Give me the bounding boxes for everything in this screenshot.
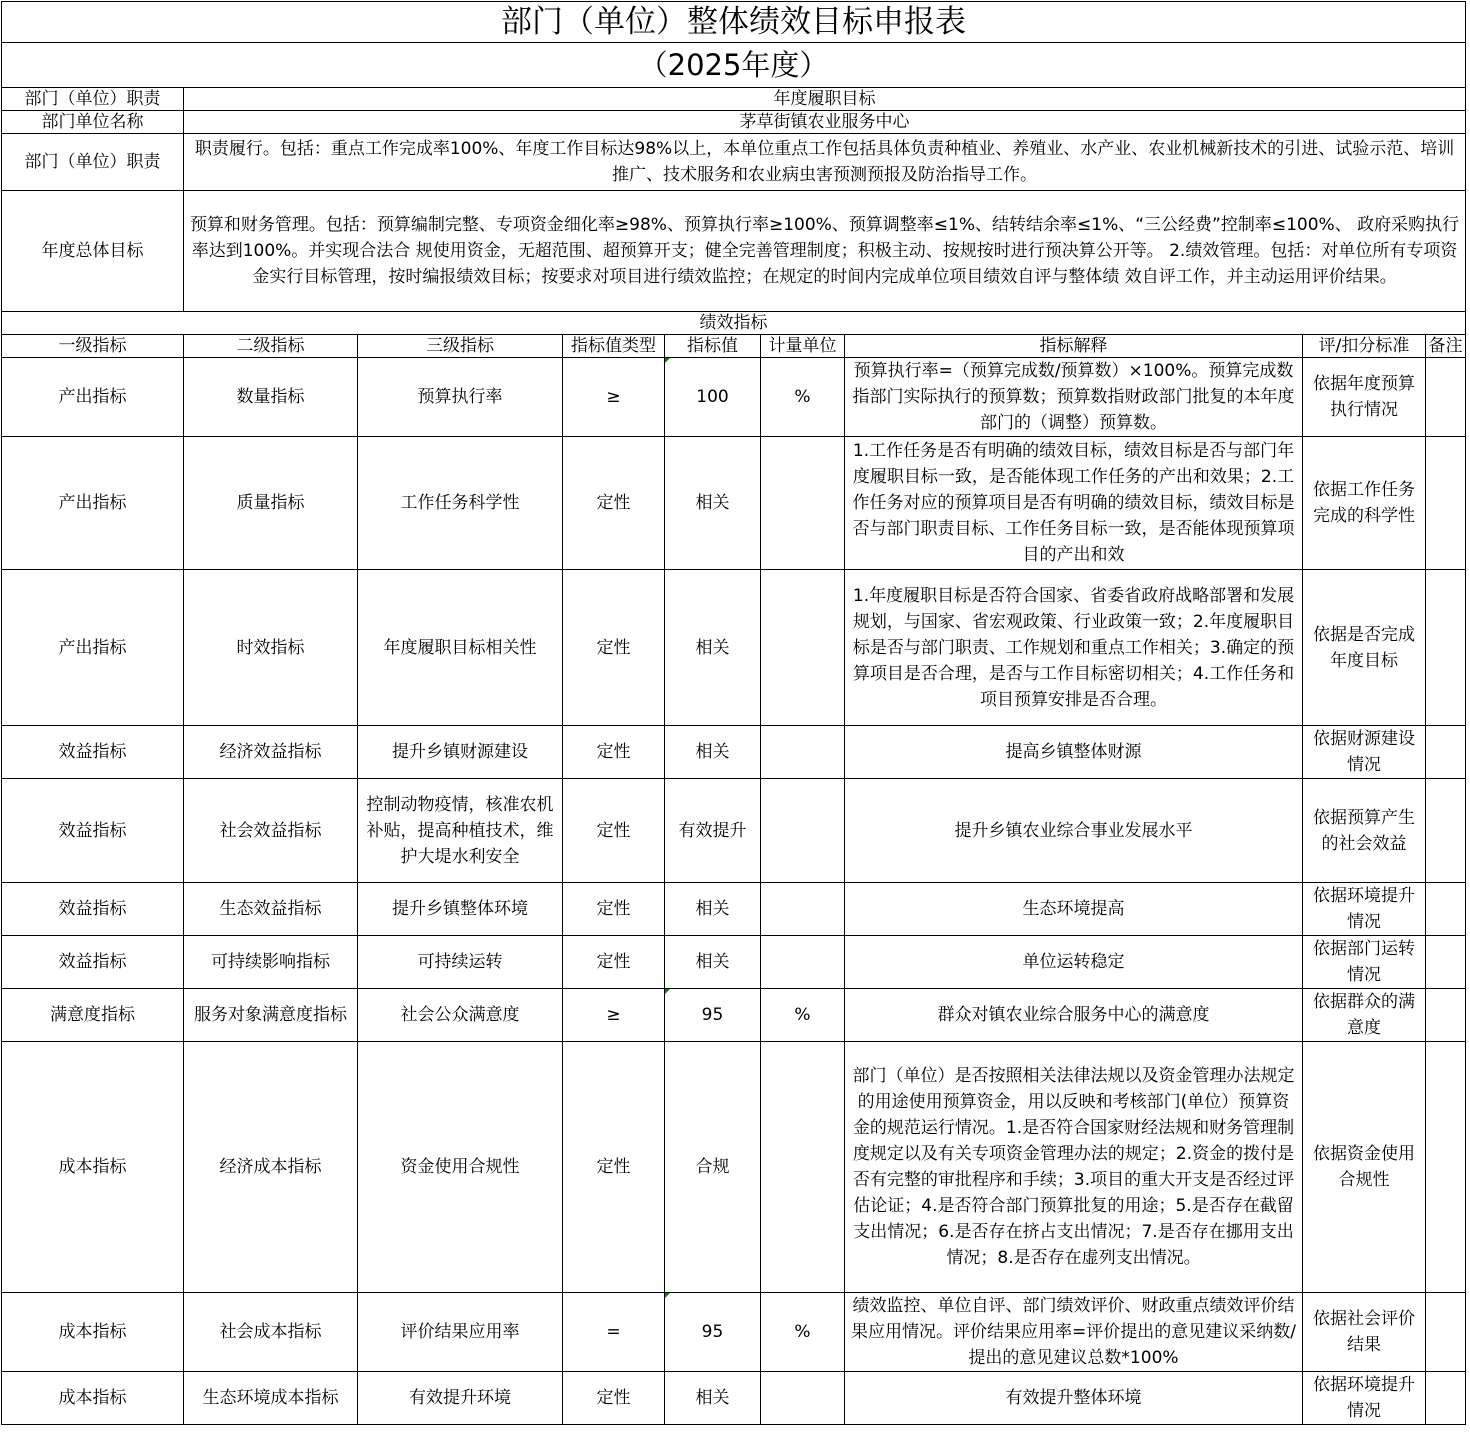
col-header-value: 指标值 (665, 335, 761, 358)
cell-explain: 提高乡镇整体财源 (845, 726, 1303, 779)
table-row (2, 358, 1466, 437)
cell-explain: 单位运转稳定 (845, 936, 1303, 989)
cell-score: 依据是否完成年度目标 (1303, 570, 1426, 726)
cell-l1: 效益指标 (2, 883, 184, 936)
cell-l2: 数量指标 (184, 358, 358, 437)
cell-unit (761, 570, 845, 726)
cell-type: 定性 (563, 936, 665, 989)
cell-score: 依据财源建设情况 (1303, 726, 1426, 779)
cell-explain: 提升乡镇农业综合事业发展水平 (845, 779, 1303, 883)
cell-l2: 经济效益指标 (184, 726, 358, 779)
cell-unit: % (761, 358, 845, 437)
col-header-explain: 指标解释 (845, 335, 1303, 358)
cell-explain: 群众对镇农业综合服务中心的满意度 (845, 989, 1303, 1042)
cell-score: 依据年度预算执行情况 (1303, 358, 1426, 437)
cell-type: ≥ (563, 358, 665, 437)
cell-note (1426, 1372, 1466, 1425)
annual-goal-header: 年度履职目标 (184, 88, 1466, 111)
table-row (2, 883, 1466, 936)
cell-note (1426, 437, 1466, 570)
cell-value: 有效提升 (665, 779, 761, 883)
table-row (2, 1042, 1466, 1293)
cell-explain: 生态环境提高 (845, 883, 1303, 936)
table-row (2, 726, 1466, 779)
cell-l1: 效益指标 (2, 726, 184, 779)
cell-note (1426, 779, 1466, 883)
col-header-score: 评/扣分标准 (1303, 335, 1426, 358)
cell-note (1426, 1293, 1466, 1372)
cell-explain: 部门（单位）是否按照相关法律法规以及资金管理办法规定的用途使用预算资金，用以反映和考核部门(单位）预算资金的规范运行情况。1.是否符合国家财经法规和财务管理制度规定以及有关专项资金管理办法的规定；2.资金的拨付是否有完整的审批程序和手续；3.项目的重大开支是否经过评估论证；4.是否符合部门预算批复的用途；5.是否存在截留支出情况；6.是否存在挤占支出情况；7.是否存在挪用支出情况；8.是否存在虚列支出情况。 (845, 1042, 1303, 1293)
perf-header: 绩效指标 (2, 312, 1466, 335)
table-row (2, 936, 1466, 989)
dept-name-value: 茅草街镇农业服务中心 (184, 111, 1466, 134)
overall-goal-label: 年度总体目标 (2, 191, 184, 312)
cell-unit (761, 779, 845, 883)
cell-value: 相关 (665, 726, 761, 779)
cell-type: 定性 (563, 883, 665, 936)
table-row (2, 570, 1466, 726)
cell-l1: 成本指标 (2, 1372, 184, 1425)
cell-value: 相关 (665, 570, 761, 726)
table-row (2, 989, 1466, 1042)
cell-value: 相关 (665, 936, 761, 989)
cell-score: 依据社会评价结果 (1303, 1293, 1426, 1372)
cell-l1: 成本指标 (2, 1293, 184, 1372)
cell-value: 相关 (665, 1372, 761, 1425)
cell-l2: 可持续影响指标 (184, 936, 358, 989)
cell-l1: 成本指标 (2, 1042, 184, 1293)
cell-unit: % (761, 989, 845, 1042)
cell-type: 定性 (563, 1042, 665, 1293)
cell-unit (761, 1372, 845, 1425)
cell-value: 95 (665, 989, 761, 1042)
cell-value: 95 (665, 1293, 761, 1372)
cell-l1: 满意度指标 (2, 989, 184, 1042)
cell-l2: 社会成本指标 (184, 1293, 358, 1372)
cell-l3: 提升乡镇整体环境 (358, 883, 563, 936)
cell-score: 依据环境提升情况 (1303, 883, 1426, 936)
duty-text: 职责履行。包括：重点工作完成率100%、年度工作目标达98%以上，本单位重点工作包括具体负责种植业、养殖业、水产业、农业机械新技术的引进、试验示范、培训推广、技术服务和农业病虫害预测预报及防治指导工作。 (184, 134, 1466, 191)
cell-unit: % (761, 1293, 845, 1372)
cell-l3: 年度履职目标相关性 (358, 570, 563, 726)
cell-l1: 效益指标 (2, 936, 184, 989)
cell-l3: 资金使用合规性 (358, 1042, 563, 1293)
cell-value: 相关 (665, 883, 761, 936)
cell-type: 定性 (563, 779, 665, 883)
cell-score: 依据部门运转情况 (1303, 936, 1426, 989)
cell-note (1426, 726, 1466, 779)
table-row (2, 437, 1466, 570)
cell-l3: 评价结果应用率 (358, 1293, 563, 1372)
cell-type: 定性 (563, 570, 665, 726)
cell-l2: 质量指标 (184, 437, 358, 570)
cell-explain: 1.工作任务是否有明确的绩效目标，绩效目标是否与部门年度履职目标一致，是否能体现工作任务的产出和效果；2.工作任务对应的预算项目是否有明确的绩效目标，绩效目标是否与部门职责目标、工作任务目标一致，是否能体现预算项目的产出和效 (845, 437, 1303, 570)
cell-l1: 产出指标 (2, 437, 184, 570)
cell-score: 依据群众的满意度 (1303, 989, 1426, 1042)
dept-name-label: 部门单位名称 (2, 111, 184, 134)
cell-note (1426, 1042, 1466, 1293)
col-header-unit: 计量单位 (761, 335, 845, 358)
cell-score: 依据环境提升情况 (1303, 1372, 1426, 1425)
cell-note (1426, 989, 1466, 1042)
cell-l1: 效益指标 (2, 779, 184, 883)
cell-l2: 经济成本指标 (184, 1042, 358, 1293)
table-row (2, 779, 1466, 883)
cell-l1: 产出指标 (2, 570, 184, 726)
cell-note (1426, 570, 1466, 726)
cell-l3: 社会公众满意度 (358, 989, 563, 1042)
cell-l2: 生态效益指标 (184, 883, 358, 936)
cell-l2: 社会效益指标 (184, 779, 358, 883)
cell-l3: 预算执行率 (358, 358, 563, 437)
cell-score: 依据预算产生的社会效益 (1303, 779, 1426, 883)
cell-unit (761, 437, 845, 570)
cell-unit (761, 726, 845, 779)
cell-explain: 1.年度履职目标是否符合国家、省委省政府战略部署和发展规划，与国家、省宏观政策、行业政策一致；2.年度履职目标是否与部门职责、工作规划和重点工作相关；3.确定的预算项目是否合理，是否与工作目标密切相关；4.工作任务和项目预算安排是否合理。 (845, 570, 1303, 726)
cell-l3: 工作任务科学性 (358, 437, 563, 570)
cell-explain: 绩效监控、单位自评、部门绩效评价、财政重点绩效评价结果应用情况。评价结果应用率=评价提出的意见建议采纳数/提出的意见建议总数*100% (845, 1293, 1303, 1372)
cell-type: 定性 (563, 437, 665, 570)
col-header-l3: 三级指标 (358, 335, 563, 358)
col-header-type: 指标值类型 (563, 335, 665, 358)
cell-l2: 时效指标 (184, 570, 358, 726)
cell-note (1426, 936, 1466, 989)
cell-explain: 预算执行率=（预算完成数/预算数）×100%。预算完成数指部门实际执行的预算数；预算数指财政部门批复的本年度部门的（调整）预算数。 (845, 358, 1303, 437)
cell-type: ≥ (563, 989, 665, 1042)
cell-type: 定性 (563, 1372, 665, 1425)
cell-unit (761, 883, 845, 936)
cell-l3: 可持续运转 (358, 936, 563, 989)
cell-l2: 服务对象满意度指标 (184, 989, 358, 1042)
cell-note (1426, 883, 1466, 936)
cell-unit (761, 936, 845, 989)
duty-label: 部门（单位）职责 (2, 88, 184, 111)
cell-value: 相关 (665, 437, 761, 570)
cell-l3: 有效提升环境 (358, 1372, 563, 1425)
col-header-note: 备注 (1426, 335, 1466, 358)
cell-note (1426, 358, 1466, 437)
cell-type: 定性 (563, 726, 665, 779)
cell-l1: 产出指标 (2, 358, 184, 437)
cell-score: 依据工作任务完成的科学性 (1303, 437, 1426, 570)
col-header-l2: 二级指标 (184, 335, 358, 358)
cell-l3: 控制动物疫情，核准农机补贴，提高种植技术，维护大堤水利安全 (358, 779, 563, 883)
performance-target-table (1, 1, 1466, 1425)
duty-row-label: 部门（单位）职责 (2, 134, 184, 191)
form-year: （2025年度） (2, 43, 1466, 88)
cell-value: 100 (665, 358, 761, 437)
cell-value: 合规 (665, 1042, 761, 1293)
cell-l2: 生态环境成本指标 (184, 1372, 358, 1425)
cell-unit (761, 1042, 845, 1293)
column-header-row (2, 335, 1466, 358)
cell-score: 依据资金使用合规性 (1303, 1042, 1426, 1293)
cell-explain: 有效提升整体环境 (845, 1372, 1303, 1425)
col-header-l1: 一级指标 (2, 335, 184, 358)
cell-l3: 提升乡镇财源建设 (358, 726, 563, 779)
cell-type: = (563, 1293, 665, 1372)
table-row (2, 1372, 1466, 1425)
table-row (2, 1293, 1466, 1372)
overall-goal-text: 预算和财务管理。包括：预算编制完整、专项资金细化率≥98%、预算执行率≥100%、预算调整率≤1%、结转结余率≤1%、“三公经费”控制率≤100%、 政府采购执行率达到100%。并实现合法合 规使用资金，无超范围、超预算开支；健全完善管理制度；积极主动、按规按时进行预决算公开等。 2.绩效管理。包括：对单位所有专项资金实行目标管理，按时编报绩效目标；按要求对项目进行绩效监控；在规定的时间内完成单位项目绩效自评与整体绩 效自评工作，并主动运用评价结果。 (184, 191, 1466, 312)
form-title: 部门（单位）整体绩效目标申报表 (2, 2, 1466, 43)
